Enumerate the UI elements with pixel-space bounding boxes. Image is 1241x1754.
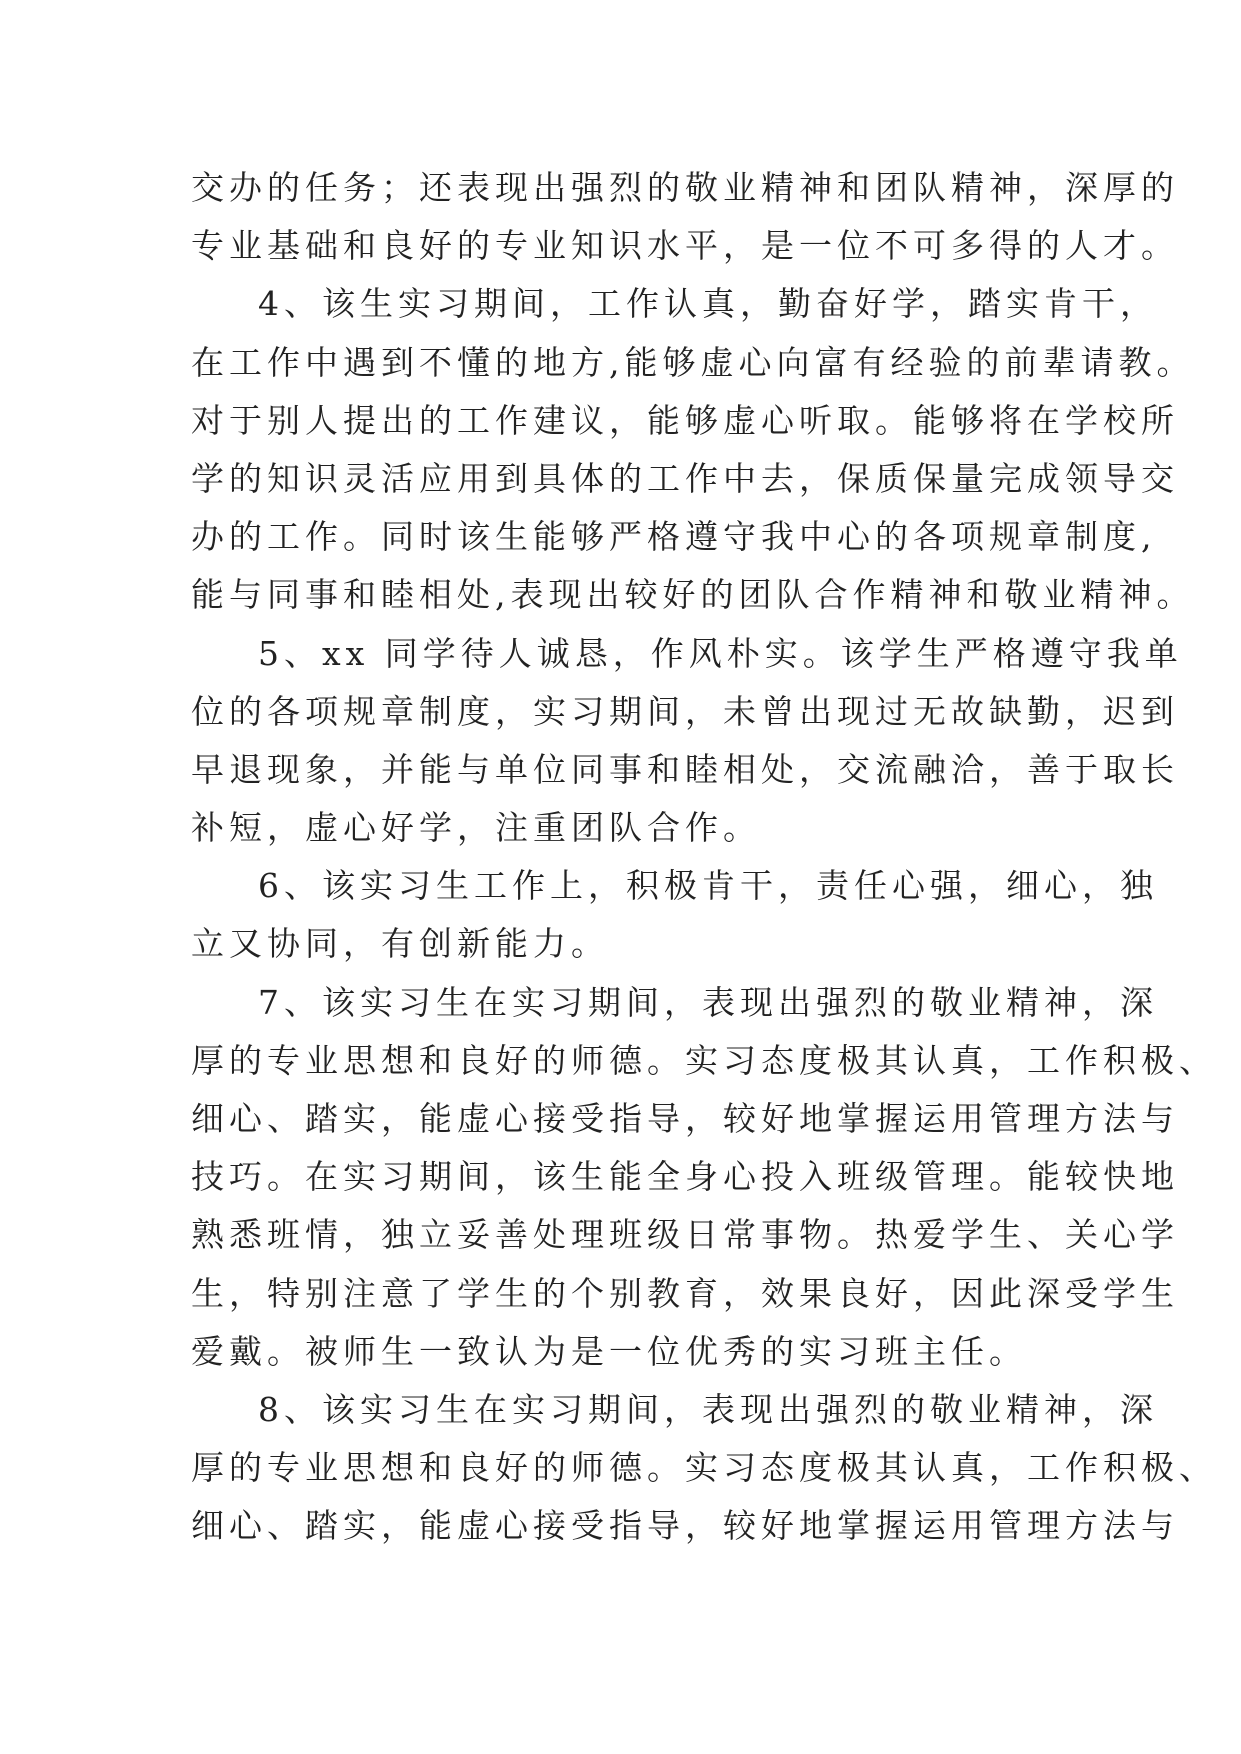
text-line: 专业基础和良好的专业知识水平，是一位不可多得的人才。 (191, 226, 1179, 266)
text-line: 在工作中遇到不懂的地方,能够虚心向富有经验的前辈请教。 (191, 342, 1195, 382)
text-line: 交办的任务；还表现出强烈的敬业精神和团队精神，深厚的 (191, 168, 1179, 207)
paragraph-start-line: 4、该生实习期间，工作认真，勤奋好学，踏实肯干， (258, 284, 1158, 324)
text-line: 早退现象，并能与单位同事和睦相处，交流融洽，善于取长 (191, 749, 1179, 789)
text-line: 生，特别注意了学生的个别教育，效果良好，因此深受学生 (191, 1273, 1179, 1313)
text-line: 细心、踏实，能虚心接受指导，较好地掌握运用管理方法与 (191, 1099, 1179, 1138)
text-line: 技巧。在实习期间，该生能全身心投入班级管理。能较快地 (191, 1157, 1179, 1197)
text-line: 爱戴。被师生一致认为是一位优秀的实习班主任。 (191, 1331, 1027, 1371)
paragraph-start-line: 6、该实习生工作上，积极肯干，责任心强，细心，独 (258, 866, 1158, 906)
paragraph-start-line: 5、xx 同学待人诚恳，作风朴实。该学生严格遵守我单 (258, 633, 1183, 673)
text-line: 办的工作。同时该生能够严格遵守我中心的各项规章制度, (191, 517, 1157, 557)
text-line: 能与同事和睦相处,表现出较好的团队合作精神和敬业精神。 (191, 575, 1195, 615)
text-line: 厚的专业思想和良好的师德。实习态度极其认真，工作积极、 (191, 1448, 1217, 1488)
text-line: 厚的专业思想和良好的师德。实习态度极其认真，工作积极、 (191, 1040, 1217, 1080)
paragraph-start-line: 8、该实习生在实习期间，表现出强烈的敬业精神，深 (258, 1389, 1158, 1429)
text-line: 对于别人提出的工作建议，能够虚心听取。能够将在学校所 (191, 400, 1179, 440)
text-line: 学的知识灵活应用到具体的工作中去，保质保量完成领导交 (191, 458, 1179, 498)
text-line: 补短，虚心好学，注重团队合作。 (191, 808, 761, 848)
text-line: 位的各项规章制度，实习期间，未曾出现过无故缺勤，迟到 (191, 691, 1179, 731)
text-line: 立又协同，有创新能力。 (191, 924, 609, 964)
paragraph-start-line: 7、该实习生在实习期间，表现出强烈的敬业精神，深 (258, 982, 1158, 1022)
text-line: 细心、踏实，能虚心接受指导，较好地掌握运用管理方法与 (191, 1506, 1179, 1546)
text-line: 熟悉班情，独立妥善处理班级日常事物。热爱学生、关心学 (191, 1215, 1179, 1255)
body-text (191, 159, 1217, 1556)
